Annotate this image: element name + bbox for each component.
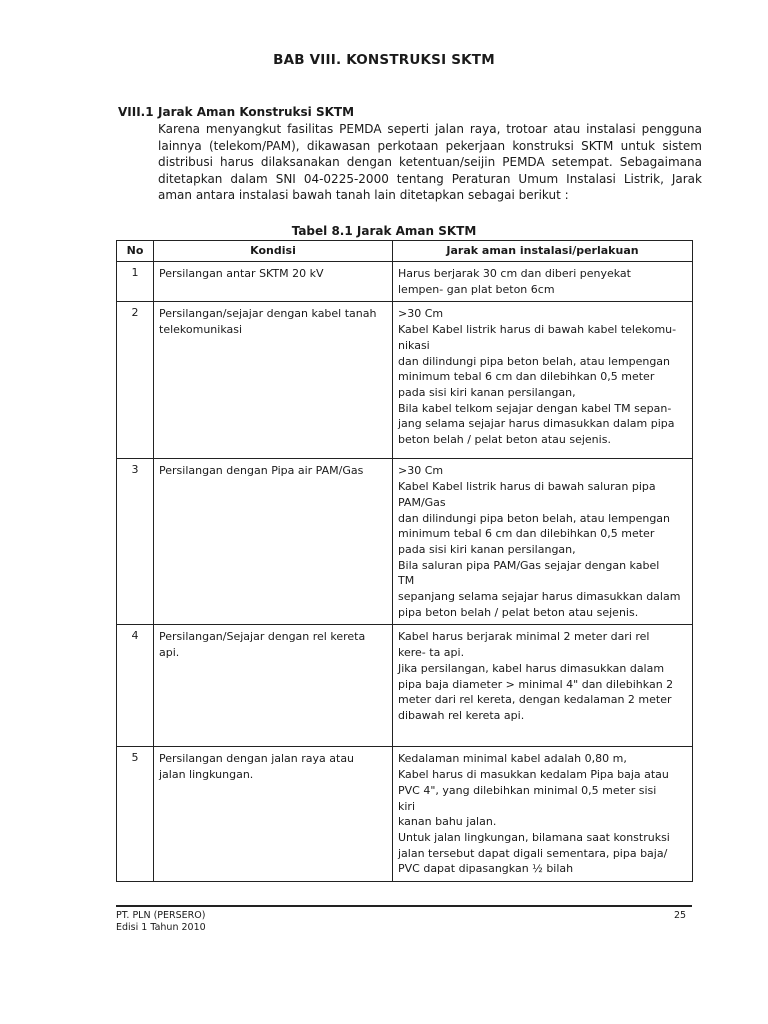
kondisi-cell-line: Persilangan dengan Pipa air PAM/Gas: [159, 464, 364, 478]
jarak-cell-line: Kabel harus di masukkan kedalam Pipa baja atau: [398, 768, 669, 782]
jarak-cell-line: >30 Cm: [398, 307, 444, 321]
kondisi-cell-line: Persilangan dengan jalan raya atau: [159, 752, 355, 766]
table-row: [117, 262, 693, 302]
jarak-cell-line: dan dilindungi pipa beton belah, atau lempengan: [398, 354, 671, 368]
jarak-cell: [393, 459, 693, 625]
jarak-cell-line: PVC dapat dipasangkan ½ bilah: [398, 862, 574, 876]
row-number: 2: [117, 302, 154, 459]
jarak-cell-line: beton belah / pelat beton atau sejenis.: [398, 433, 611, 447]
kondisi-cell-line: api.: [159, 646, 180, 660]
jarak-cell-line: Kabel harus berjarak minimal 2 meter dari rel: [398, 630, 650, 644]
safety-distance-table: [116, 240, 693, 882]
jarak-cell-line: TM: [398, 574, 415, 588]
jarak-cell-line: nikasi: [398, 338, 430, 352]
table-row: [117, 747, 693, 882]
table-caption: Tabel 8.1 Jarak Aman SKTM: [291, 224, 477, 238]
jarak-cell-line: PVC 4", yang dilebihkan minimal 0,5 meter sisi: [398, 783, 657, 797]
jarak-cell-line: Kabel Kabel listrik harus di bawah saluran pipa: [398, 480, 656, 494]
jarak-cell-line: kere- ta api.: [398, 646, 465, 660]
section-number: VIII.1: [118, 105, 154, 119]
jarak-cell-line: pipa baja diameter > minimal 4" dan dilebihkan 2: [398, 677, 674, 691]
table-header-row: [117, 241, 693, 262]
row-number: 4: [117, 625, 154, 747]
header-jarak: Jarak aman instalasi/perlakuan: [393, 241, 693, 262]
row-number: 5: [117, 747, 154, 882]
header-kondisi: Kondisi: [154, 241, 393, 262]
jarak-cell-line: minimum tebal 6 cm dan dilebihkan 0,5 meter: [398, 370, 655, 384]
jarak-cell-line: Untuk jalan lingkungan, bilamana saat konstruksi: [398, 830, 670, 844]
table-row: [117, 459, 693, 625]
kondisi-cell-line: Persilangan/sejajar dengan kabel tanah: [159, 307, 377, 321]
kondisi-cell-line: Persilangan antar SKTM 20 kV: [159, 267, 324, 280]
jarak-cell-line: Bila saluran pipa PAM/Gas sejajar dengan kabel: [398, 558, 660, 572]
section-title: Jarak Aman Konstruksi SKTM: [158, 105, 355, 119]
jarak-cell-line: jalan tersebut dapat digali sementara, pipa baja/: [398, 846, 668, 860]
jarak-cell-line: pipa beton belah / pelat beton atau sejenis.: [398, 605, 639, 619]
intro-paragraph: Karena menyangkut fasilitas PEMDA seperti jalan raya, trotoar atau instalasi pengguna lainnya (telekom/PAM), dikawasan perkotaan pekerjaan konstruksi SKTM untuk sistem distribusi harus dilaksanakan dengan ketentuan/seijin PEMDA setempat. Sebagaimana ditetapkan dalam SNI 04-0225-2000 tentang Peraturan Umum Instalasi Listrik, Jarak aman antara instalasi bawah tanah lain ditetapkan sebagai berikut :: [158, 122, 702, 202]
footer-edition: Edisi 1 Tahun 2010: [116, 922, 206, 933]
jarak-cell-line: lempen- gan plat beton 6cm: [398, 282, 555, 296]
kondisi-cell: [154, 459, 393, 625]
jarak-cell-line: dan dilindungi pipa beton belah, atau lempengan: [398, 511, 671, 525]
kondisi-cell-line: jalan lingkungan.: [159, 768, 254, 782]
jarak-cell: [393, 625, 693, 747]
jarak-cell-line: kiri: [398, 799, 416, 813]
kondisi-cell-line: telekomunikasi: [159, 323, 243, 337]
jarak-cell-line: pada sisi kiri kanan persilangan,: [398, 385, 576, 399]
kondisi-cell: [154, 302, 393, 459]
table-row: [117, 302, 693, 459]
kondisi-cell: [154, 625, 393, 747]
jarak-cell-line: >30 Cm: [398, 464, 444, 478]
kondisi-cell: [154, 262, 393, 302]
jarak-cell-line: pada sisi kiri kanan persilangan,: [398, 542, 576, 556]
jarak-cell-line: jang selama sejajar harus dimasukkan dalam pipa: [398, 417, 675, 431]
footer-company: PT. PLN (PERSERO): [116, 910, 206, 921]
jarak-cell-line: sepanjang selama sejajar harus dimasukkan dalam: [398, 590, 681, 604]
row-number: 3: [117, 459, 154, 625]
jarak-cell-line: kanan bahu jalan.: [398, 815, 497, 829]
jarak-cell-line: meter dari rel kereta, dengan kedalaman 2 meter: [398, 693, 672, 707]
jarak-cell: [393, 262, 693, 302]
jarak-cell-line: Bila kabel telkom sejajar dengan kabel TM sepan-: [398, 401, 672, 415]
jarak-cell-line: Jika persilangan, kabel harus dimasukkan dalam: [398, 661, 665, 675]
jarak-cell-line: Kedalaman minimal kabel adalah 0,80 m,: [398, 752, 627, 766]
section-heading: [118, 105, 354, 119]
kondisi-cell: [154, 747, 393, 882]
kondisi-cell-line: Persilangan/Sejajar dengan rel kereta: [159, 630, 366, 644]
jarak-cell-line: Kabel Kabel listrik harus di bawah kabel telekomu-: [398, 323, 677, 337]
jarak-cell-line: PAM/Gas: [398, 495, 446, 509]
jarak-cell-line: Harus berjarak 30 cm dan diberi penyekat: [398, 267, 631, 280]
chapter-title: BAB VIII. KONSTRUKSI SKTM: [273, 52, 495, 68]
jarak-cell-line: dibawah rel kereta api.: [398, 708, 525, 722]
row-number: 1: [117, 262, 154, 302]
jarak-cell: [393, 747, 693, 882]
page-number: 25: [674, 910, 687, 921]
footer-divider: [116, 905, 692, 907]
jarak-cell: [393, 302, 693, 459]
jarak-cell-line: minimum tebal 6 cm dan dilebihkan 0,5 meter: [398, 527, 655, 541]
footer-info: [116, 910, 206, 934]
header-no: No: [117, 241, 154, 262]
table-row: [117, 625, 693, 747]
